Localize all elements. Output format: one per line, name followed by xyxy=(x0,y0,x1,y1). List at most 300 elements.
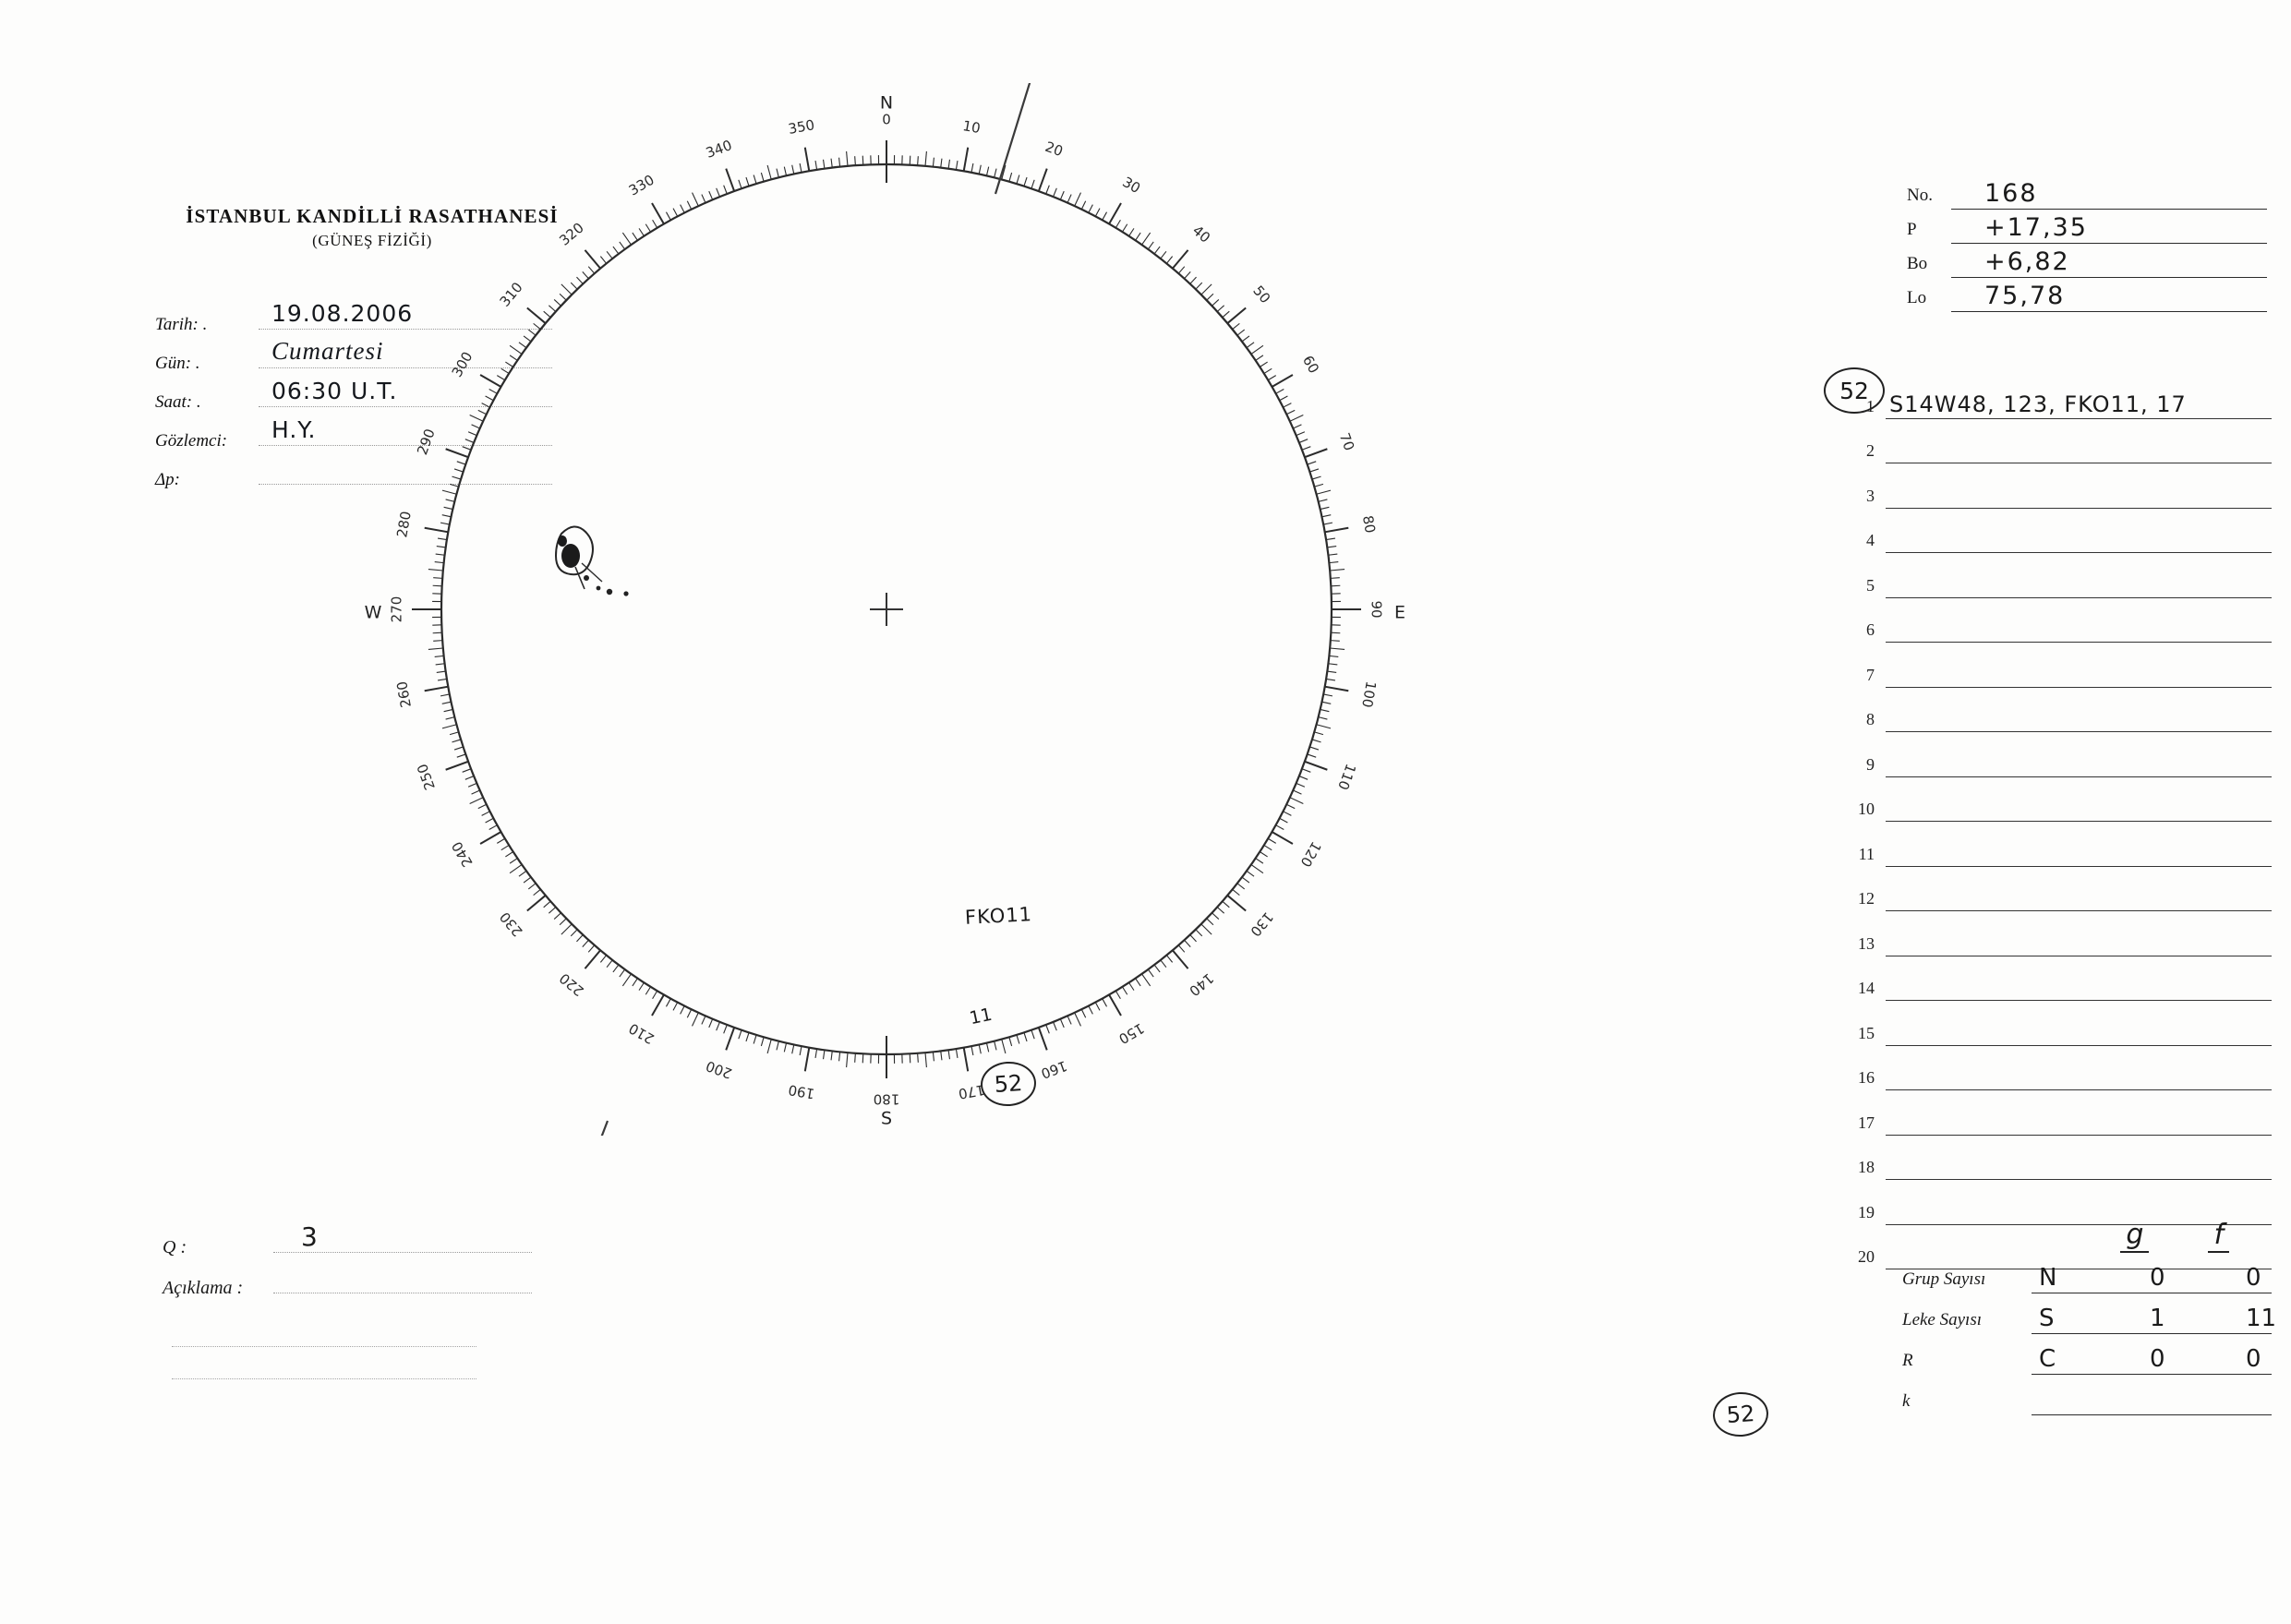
limb-tick xyxy=(1185,271,1191,278)
observation-entries xyxy=(1838,374,2272,1269)
limb-tick xyxy=(1331,632,1340,633)
limb-tick xyxy=(1089,205,1093,213)
limb-tick xyxy=(1103,212,1107,221)
limb-tick xyxy=(1173,250,1188,269)
observation-input[interactable] xyxy=(1886,838,2272,867)
limb-tick xyxy=(438,679,447,680)
observation-row xyxy=(1838,911,2272,956)
limb-tick xyxy=(1141,233,1150,245)
limb-tick xyxy=(754,175,756,185)
limb-tick xyxy=(1122,224,1127,232)
limb-tick xyxy=(1054,188,1057,197)
limb-tick xyxy=(585,950,600,968)
limb-tick xyxy=(1039,169,1047,191)
limb-tick xyxy=(1280,396,1288,401)
limb-tick xyxy=(1136,979,1141,986)
limb-tick xyxy=(576,277,583,283)
limb-tick xyxy=(501,845,509,849)
observation-index: 10 xyxy=(1858,800,1875,818)
limb-tick xyxy=(452,740,462,742)
limb-tick xyxy=(1327,671,1336,672)
observation-input[interactable] xyxy=(1886,1107,2272,1136)
limb-tick xyxy=(702,195,705,203)
counts-hemisphere: S xyxy=(2039,1305,2055,1332)
limb-tick xyxy=(767,1040,771,1053)
limb-tick xyxy=(1312,476,1321,479)
observation-index: 1 xyxy=(1866,396,1875,415)
group-number-badge: 52 xyxy=(979,1060,1037,1108)
limb-tick xyxy=(486,818,494,823)
limb-tick xyxy=(933,1052,934,1061)
limb-tick xyxy=(554,299,561,306)
limb-tick xyxy=(1264,845,1272,849)
limb-tick xyxy=(995,1041,996,1051)
observation-row xyxy=(1838,956,2272,1002)
observation-row xyxy=(1838,598,2272,644)
counts-f-value: 11 xyxy=(2246,1305,2277,1332)
observation-row xyxy=(1838,822,2272,867)
observation-index: 2 xyxy=(1866,441,1875,460)
limb-tick xyxy=(468,783,476,787)
limb-tick xyxy=(1302,769,1310,773)
param-value-no: 168 xyxy=(1984,179,2038,208)
limb-tick xyxy=(482,403,490,408)
explanation-label: Açıklama : xyxy=(163,1278,244,1298)
limb-tick xyxy=(440,523,450,524)
observation-row xyxy=(1838,732,2272,777)
limb-tick xyxy=(1115,220,1120,228)
param-input-no[interactable] xyxy=(1951,178,2267,210)
limb-tick xyxy=(1233,323,1240,329)
limb-tick xyxy=(478,410,487,414)
counts-row-input[interactable] xyxy=(2032,1383,2272,1415)
limb-tick xyxy=(442,725,456,728)
limb-tick xyxy=(1325,687,1349,692)
observation-row xyxy=(1838,867,2272,912)
limb-tick xyxy=(454,469,464,472)
limb-tick xyxy=(1109,994,1121,1016)
limb-tick xyxy=(1314,484,1323,487)
observation-input[interactable] xyxy=(1886,1151,2272,1180)
limb-tick xyxy=(847,151,848,166)
limb-tick xyxy=(726,1028,734,1050)
observation-input[interactable] xyxy=(1886,435,2272,463)
observation-index: 7 xyxy=(1866,665,1875,684)
observation-input[interactable] xyxy=(1886,570,2272,598)
observation-input[interactable] xyxy=(1886,1062,2272,1090)
sunspot-count-mark: 11 xyxy=(967,1004,995,1029)
counts-g-value: 1 xyxy=(2150,1305,2165,1332)
limb-tick xyxy=(1223,311,1230,318)
limb-tick xyxy=(964,148,969,172)
limb-tick xyxy=(633,233,638,240)
limb-tick xyxy=(1201,284,1212,295)
limb-tick xyxy=(465,776,474,780)
quality-row xyxy=(163,1221,532,1269)
limb-tick-label: 270 xyxy=(388,595,405,623)
limb-tick-label: 10 xyxy=(961,117,983,138)
param-input-bo[interactable] xyxy=(1951,247,2267,278)
limb-tick xyxy=(1242,877,1249,883)
limb-tick xyxy=(1268,838,1276,843)
observation-row xyxy=(1838,1090,2272,1136)
limb-tick xyxy=(1201,924,1212,934)
limb-tick xyxy=(666,999,670,1007)
limb-tick xyxy=(549,908,555,914)
observation-row xyxy=(1838,1001,2272,1046)
limb-tick-label: 200 xyxy=(704,1057,735,1082)
limb-tick xyxy=(815,1049,817,1058)
limb-tick xyxy=(777,1041,778,1051)
field-observer-value: H.Y. xyxy=(271,416,317,443)
counts-table xyxy=(1902,1219,2277,1415)
param-key-bo: Bo xyxy=(1907,254,1928,273)
cardinal-s: S xyxy=(880,1108,893,1129)
limb-tick xyxy=(1017,1035,1019,1044)
limb-tick xyxy=(1264,368,1272,373)
limb-tick xyxy=(1122,987,1127,994)
observation-input[interactable] xyxy=(1886,883,2272,911)
limb-tick xyxy=(652,203,664,224)
explanation-extra-lines xyxy=(163,1315,532,1379)
observation-input[interactable] xyxy=(1886,391,2272,419)
limb-tick xyxy=(1227,307,1246,323)
limb-tick-label: 130 xyxy=(1247,908,1277,940)
limb-tick xyxy=(784,1043,786,1053)
explanation-row xyxy=(163,1269,532,1309)
limb-tick xyxy=(534,889,541,895)
limb-tick xyxy=(1293,790,1301,794)
limb-tick xyxy=(1075,193,1081,207)
limb-tick xyxy=(1223,901,1230,908)
limb-tick xyxy=(1154,247,1160,254)
limb-tick xyxy=(639,982,644,990)
limb-tick xyxy=(986,167,988,176)
limb-tick-label: 150 xyxy=(1115,1019,1148,1048)
limb-tick xyxy=(709,191,713,199)
limb-tick xyxy=(549,306,555,312)
limb-tick xyxy=(1242,336,1249,342)
limb-tick xyxy=(433,641,442,642)
limb-tick xyxy=(1299,439,1308,443)
observation-index: 4 xyxy=(1866,531,1875,549)
explanation-line[interactable] xyxy=(172,1347,476,1379)
limb-tick xyxy=(1136,233,1141,240)
limb-tick xyxy=(489,825,498,830)
field-time-label: Saat: . xyxy=(155,392,201,412)
limb-tick xyxy=(653,991,657,999)
observation-row xyxy=(1838,777,2272,823)
limb-tick xyxy=(1237,884,1245,889)
limb-tick xyxy=(1329,562,1338,563)
counts-row-label: Grup Sayısı xyxy=(1902,1269,1986,1289)
limb-tick xyxy=(839,1052,840,1061)
counts-row-label: R xyxy=(1902,1351,1913,1370)
limb-tick xyxy=(620,242,625,249)
limb-tick xyxy=(971,163,973,173)
limb-tick-label: 320 xyxy=(556,219,587,249)
limb-tick xyxy=(1276,389,1284,393)
limb-tick xyxy=(956,1049,958,1058)
limb-tick xyxy=(1148,242,1153,249)
observatory-title: İSTANBUL KANDİLLİ RASATHANESİ xyxy=(186,205,559,227)
counts-row-label: k xyxy=(1902,1391,1911,1411)
limb-tick xyxy=(761,1037,764,1046)
limb-tick xyxy=(1217,306,1224,312)
observation-index: 11 xyxy=(1858,844,1875,863)
observation-input[interactable] xyxy=(1886,928,2272,956)
limb-tick-label: 280 xyxy=(393,510,415,539)
limb-tick xyxy=(465,439,474,443)
limb-tick-label: 80 xyxy=(1358,513,1379,535)
limb-tick xyxy=(1251,345,1263,354)
observation-row xyxy=(1838,643,2272,688)
limb-tick xyxy=(767,165,771,179)
limb-tick xyxy=(717,188,720,197)
quality-block xyxy=(163,1221,532,1379)
limb-tick xyxy=(986,1043,988,1053)
counts-row xyxy=(1902,1293,2277,1334)
counts-col-f: f xyxy=(2208,1219,2229,1253)
limb-tick xyxy=(620,969,625,977)
limb-tick-label: 290 xyxy=(414,427,439,458)
counts-row-input[interactable] xyxy=(2032,1342,2272,1375)
limb-tick-label: 240 xyxy=(448,838,476,871)
observation-input[interactable] xyxy=(1886,749,2272,777)
observation-row xyxy=(1838,553,2272,598)
limb-tick xyxy=(472,790,480,794)
limb-tick xyxy=(436,554,445,555)
counts-row-input[interactable] xyxy=(2032,1302,2277,1334)
sunspot-label: FKO11 xyxy=(964,903,1033,929)
limb-tick xyxy=(805,1048,810,1072)
limb-tick xyxy=(709,1019,713,1028)
limb-tick xyxy=(534,323,541,329)
observation-input[interactable] xyxy=(1886,793,2272,822)
limb-tick xyxy=(1314,732,1323,735)
limb-tick xyxy=(446,717,455,719)
field-observer-label: Gözlemci: xyxy=(155,431,228,451)
limb-tick-label: 330 xyxy=(625,171,657,199)
limb-tick xyxy=(693,1013,699,1027)
limb-tick xyxy=(505,852,512,857)
limb-tick xyxy=(450,484,459,487)
limb-tick xyxy=(673,1003,678,1011)
limb-tick-label: 260 xyxy=(393,680,415,709)
field-day-label: Gün: . xyxy=(155,354,200,373)
observation-input[interactable] xyxy=(1886,1017,2272,1046)
limb-tick xyxy=(444,507,453,509)
limb-tick xyxy=(527,307,546,323)
limb-tick xyxy=(1256,859,1263,864)
limb-tick xyxy=(607,251,612,259)
limb-tick xyxy=(652,994,664,1016)
limb-tick xyxy=(1280,818,1288,823)
limb-tick xyxy=(1031,1030,1034,1039)
counts-hemisphere: C xyxy=(2039,1345,2056,1373)
limb-tick-label: 250 xyxy=(414,761,439,792)
limb-tick xyxy=(1060,191,1064,199)
limb-tick xyxy=(1326,679,1335,680)
param-row-no xyxy=(1907,175,2267,210)
limb-tick xyxy=(1178,267,1185,274)
limb-tick xyxy=(1227,896,1246,911)
limb-tick-label: 190 xyxy=(787,1081,816,1102)
limb-tick xyxy=(576,935,583,942)
limb-tick xyxy=(666,212,670,221)
limb-tick xyxy=(653,220,657,228)
observation-input[interactable] xyxy=(1886,614,2272,643)
limb-tick xyxy=(777,169,778,178)
observation-input[interactable] xyxy=(1886,972,2272,1001)
limb-tick-label: 210 xyxy=(625,1019,657,1048)
limb-tick xyxy=(446,762,468,770)
limb-tick xyxy=(673,209,678,217)
limb-tick xyxy=(824,1050,825,1059)
limb-tick xyxy=(1002,1040,1006,1053)
field-date-value: 19.08.2006 xyxy=(271,300,414,327)
limb-tick xyxy=(527,896,546,911)
limb-tick xyxy=(971,1046,973,1055)
limb-tick xyxy=(1067,195,1071,203)
limb-tick xyxy=(1129,982,1134,990)
limb-tick xyxy=(1260,852,1267,857)
observation-input[interactable] xyxy=(1886,524,2272,553)
limb-tick xyxy=(544,901,551,908)
limb-tick xyxy=(425,528,449,533)
limb-tick xyxy=(1272,832,1293,844)
explanation-line[interactable] xyxy=(172,1315,476,1347)
limb-tick-label: 180 xyxy=(873,1090,900,1108)
limb-tick xyxy=(583,271,589,278)
param-input-p[interactable] xyxy=(1951,212,2267,244)
limb-tick xyxy=(1141,974,1150,986)
limb-tick xyxy=(800,1046,802,1055)
observation-input[interactable] xyxy=(1886,480,2272,509)
observation-text: S14W48, 123, FKO11, 17 xyxy=(1889,391,2187,417)
limb-tick xyxy=(1251,864,1263,872)
limb-tick xyxy=(1321,515,1331,517)
observation-index: 16 xyxy=(1858,1068,1875,1087)
limb-tick xyxy=(440,694,450,696)
limb-tick xyxy=(784,167,786,176)
limb-tick xyxy=(1328,664,1337,665)
limb-tick xyxy=(948,1050,949,1059)
limb-tick xyxy=(724,186,728,194)
limb-tick xyxy=(1290,798,1304,804)
counts-row xyxy=(1902,1375,2272,1415)
limb-tick xyxy=(472,425,480,428)
limb-tick xyxy=(486,396,494,401)
limb-tick xyxy=(585,250,600,269)
limb-tick xyxy=(1196,283,1202,289)
limb-tick xyxy=(1260,362,1267,367)
limb-tick-label: 110 xyxy=(1334,761,1359,792)
limb-tick xyxy=(510,345,522,354)
limb-tick xyxy=(687,1009,691,1017)
sunspot-group-52 xyxy=(556,526,629,595)
quality-value: 3 xyxy=(301,1221,318,1252)
limb-tick xyxy=(1103,999,1107,1007)
limb-tick xyxy=(1319,717,1328,719)
limb-tick xyxy=(1054,1022,1057,1030)
limb-tick xyxy=(1207,919,1213,925)
limb-tick xyxy=(438,538,447,540)
limb-tick xyxy=(925,151,926,166)
limb-tick xyxy=(1309,469,1319,472)
disk-center-cross xyxy=(870,593,903,626)
param-key-lo: Lo xyxy=(1907,288,1927,307)
limb-tick xyxy=(1039,1028,1047,1050)
limb-tick xyxy=(480,375,501,387)
limb-tick xyxy=(1323,523,1332,524)
explanation-input[interactable] xyxy=(273,1269,532,1293)
limb-tick xyxy=(933,158,934,167)
limb-tick xyxy=(1302,447,1310,451)
counts-row-input[interactable] xyxy=(2032,1261,2272,1293)
limb-tick xyxy=(1161,960,1166,968)
limb-tick xyxy=(1276,825,1284,830)
limb-tick xyxy=(1196,930,1202,936)
limb-tick xyxy=(1323,694,1332,696)
param-key-no: No. xyxy=(1907,186,1933,205)
limb-tick xyxy=(583,940,589,946)
limb-tick xyxy=(1081,1009,1085,1017)
limb-tick xyxy=(444,709,453,711)
limb-tick-label: 160 xyxy=(1038,1057,1069,1082)
limb-tick-label: 30 xyxy=(1119,174,1144,198)
observatory-subtitle: (GÜNEŞ FİZİĞİ) xyxy=(312,232,432,249)
limb-tick xyxy=(1166,257,1172,264)
param-input-lo[interactable] xyxy=(1951,281,2267,312)
limb-tick xyxy=(600,257,606,264)
observation-row xyxy=(1838,688,2272,733)
limb-tick xyxy=(588,267,595,274)
quality-input[interactable] xyxy=(273,1221,532,1253)
param-value-lo: 75,78 xyxy=(1984,282,2066,310)
limb-tick xyxy=(442,515,452,517)
limb-tick xyxy=(1312,740,1321,742)
limb-tick xyxy=(505,362,512,367)
limb-tick xyxy=(1081,201,1085,210)
counts-row xyxy=(1902,1334,2272,1375)
limb-tick xyxy=(489,389,498,393)
limb-tick xyxy=(800,163,802,173)
observation-input[interactable] xyxy=(1886,704,2272,732)
limb-tick xyxy=(450,732,459,735)
limb-tick xyxy=(452,476,462,479)
observation-row xyxy=(1838,463,2272,509)
limb-tick xyxy=(437,671,446,672)
group-number-badge-bottom: 52 xyxy=(1711,1390,1769,1438)
limb-tick xyxy=(1293,425,1301,428)
limb-tick-label: 220 xyxy=(556,969,587,1000)
limb-tick xyxy=(862,156,863,165)
limb-tick xyxy=(964,1048,969,1072)
limb-tick xyxy=(1247,343,1254,348)
limb-tick-label: 20 xyxy=(1043,138,1066,161)
param-key-p: P xyxy=(1907,220,1917,239)
limb-tick xyxy=(588,945,595,953)
observation-input[interactable] xyxy=(1886,659,2272,688)
limb-tick xyxy=(824,160,825,169)
limb-tick xyxy=(457,462,465,464)
limb-tick-label: 120 xyxy=(1296,838,1325,871)
limb-tick xyxy=(468,432,476,436)
limb-tick xyxy=(571,930,577,936)
limb-tick xyxy=(446,499,455,501)
limb-tick xyxy=(702,1016,705,1024)
